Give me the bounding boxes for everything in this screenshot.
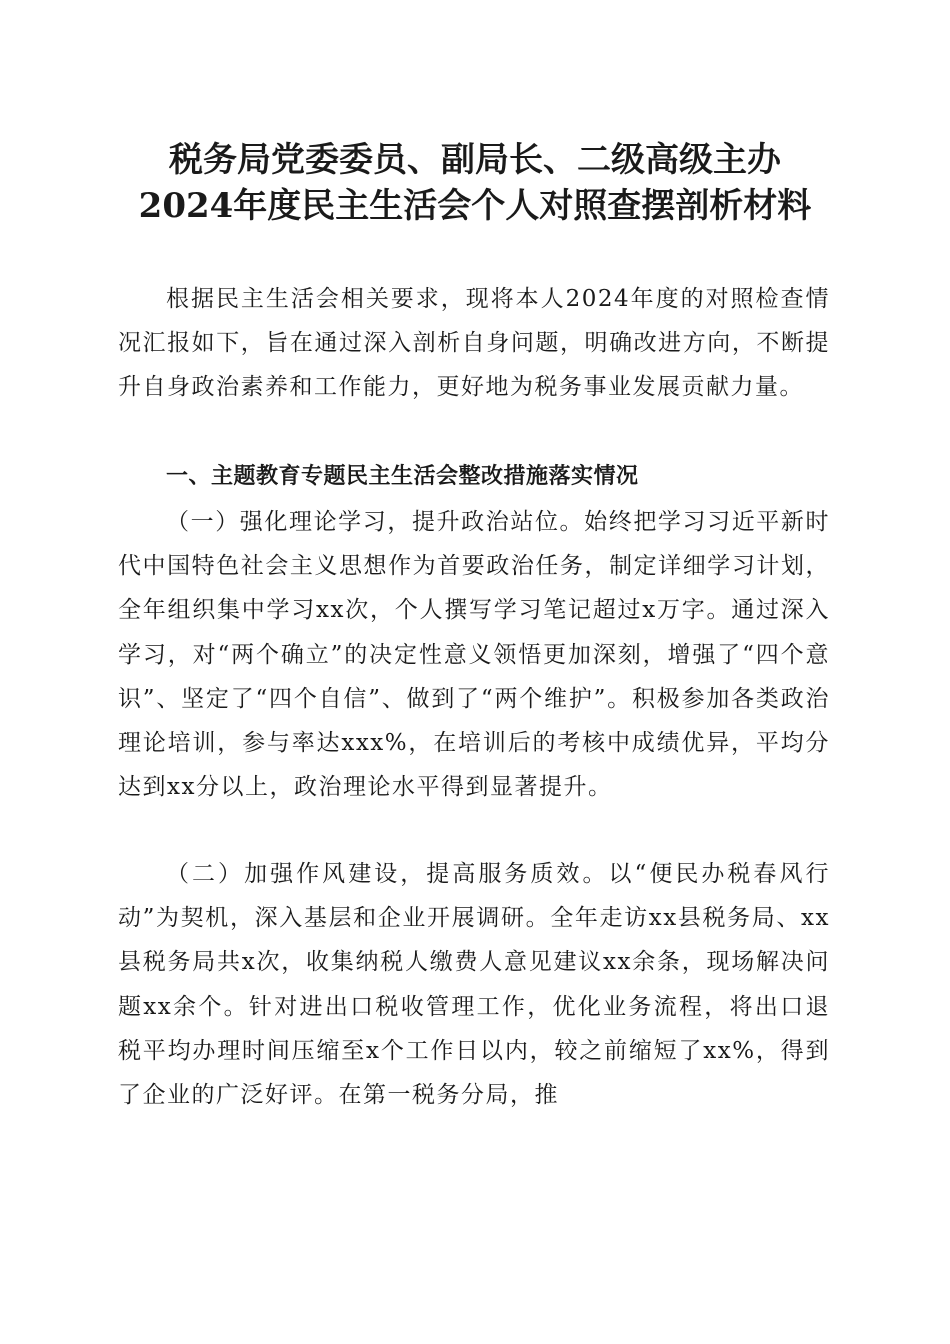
section1-item2-paragraph: （二）加强作风建设，提高服务质效。以“便民办税春风行动”为契机，深入基层和企业开展调研。全年走访xx县税务局、xx县税务局共x次，收集纳税人缴费人意见建议xx余条，现场解决问题xx余个。针对进出口税收管理工作，优化业务流程，将出口退税平均办理时间压缩至x个工作日以内，较之前缩短了xx%，得到了企业的广泛好评。在第一税务分局，推 (118, 861, 830, 1109)
section1-item1-paragraph: （一）强化理论学习，提升政治站位。始终把学习习近平新时代中国特色社会主义思想作为首要政治任务，制定详细学习计划，全年组织集中学习xx次，个人撰写学习笔记超过x万字。通过深入学习，对“两个确立”的决定性意义领悟更加深刻，增强了“四个意识”、坚定了“四个自信”、做到了“两个维护”。积极参加各类政治理论培训，参与率达xxx%，在培训后的考核中成绩优异，平均分达到xx分以上，政治理论水平得到显著提升。 (118, 509, 830, 801)
document-title-line1: 税务局党委委员、副局长、二级高级主办 (169, 140, 781, 180)
intro-paragraph: 根据民主生活会相关要求，现将本人2024年度的对照检查情况汇报如下，旨在通过深入剖析自身问题，明确改进方向，不断提升自身政治素养和工作能力，更好地为税务事业发展贡献力量。 (118, 286, 830, 401)
document-title-line2: 2024年度民主生活会个人对照查摆剖析材料 (138, 186, 812, 226)
section-heading-1: 一、主题教育专题民主生活会整改措施落实情况 (166, 464, 639, 489)
